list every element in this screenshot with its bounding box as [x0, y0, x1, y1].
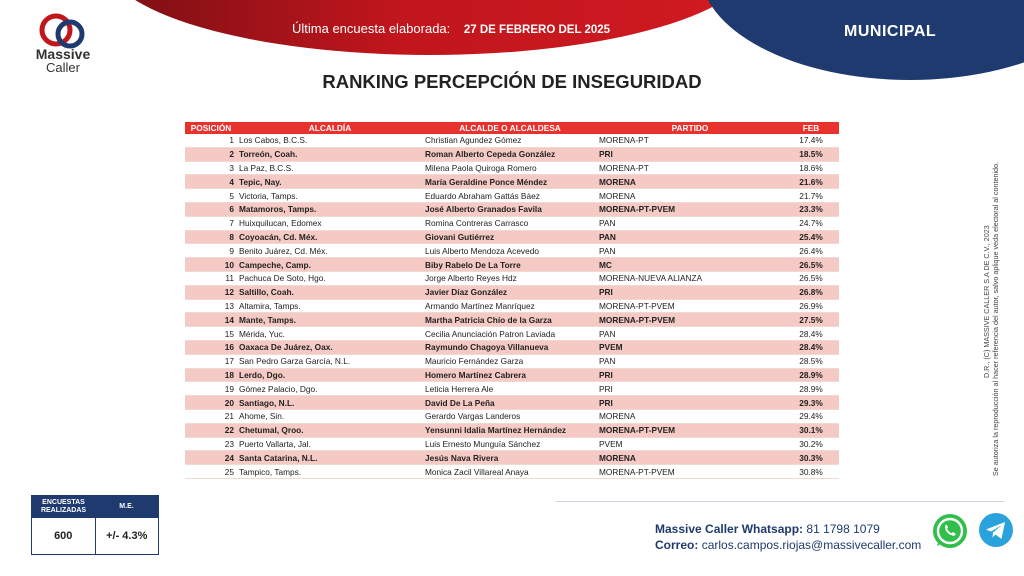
table-header-row [185, 122, 839, 134]
cell-alcaldia: Tampico, Tamps. [239, 466, 302, 477]
table-row [185, 451, 839, 465]
cell-alcalde: Jesús Nava Rivera [423, 451, 597, 465]
footer-divider [556, 501, 1004, 502]
cell-posicion: 18 [185, 368, 237, 382]
table-row [185, 396, 839, 410]
cell-alcalde: Martha Patricia Chío de la Garza [423, 313, 597, 327]
table-row [185, 313, 839, 327]
cell-partido: PRI [597, 285, 783, 299]
cell-feb: 27.5% [783, 313, 839, 327]
copyright-note-svg [982, 118, 1000, 476]
table-row [185, 285, 839, 299]
cell-alcalde: Yensunni Idalia Martínez Hernández [423, 423, 597, 437]
cell-posicion: 11 [225, 273, 234, 284]
cell-alcaldia: Saltillo, Coah. [237, 285, 423, 299]
survey-stats-box [31, 495, 159, 555]
table-row [185, 202, 839, 216]
cell-alcalde: Monica Zacil Villareal Anaya [425, 466, 529, 477]
stats-label-encuestas: ENCUESTAS REALIZADAS [40, 499, 87, 514]
cell-partido: PRI [597, 368, 783, 382]
cell-posicion: 1 [229, 135, 234, 146]
cell-alcalde: Biby Rabelo De La Torre [423, 258, 597, 272]
cell-posicion: 13 [224, 300, 234, 311]
table-row [185, 244, 839, 258]
cell-alcaldia: San Pedro Garza García, N.L. [239, 356, 351, 367]
cell-alcaldia: Pachuca De Soto, Hgo. [239, 273, 326, 284]
whatsapp-number[interactable]: 81 1798 1079 [806, 522, 880, 536]
table-row [185, 327, 839, 341]
cell-feb: 28.9% [799, 383, 823, 394]
col-header-partido: PARTIDO [597, 122, 783, 134]
stats-value-encuestas: 600 [32, 518, 96, 554]
cell-alcaldia: Torreón, Coah. [237, 147, 423, 161]
cell-posicion: 6 [185, 202, 237, 216]
cell-partido: MORENA-PT-PVEM [599, 300, 675, 311]
cell-feb: 21.6% [783, 175, 839, 189]
cell-partido: PAN [599, 218, 616, 229]
cell-partido: PRI [597, 396, 783, 410]
cell-alcaldia: Coyoacán, Cd. Méx. [237, 230, 423, 244]
cell-posicion: 4 [185, 175, 237, 189]
cell-alcalde: Javier Díaz González [423, 285, 597, 299]
logo-line1: Massive [35, 46, 91, 62]
stats-value-me: +/- 4.3% [106, 530, 148, 542]
cell-feb: 26.5% [783, 258, 839, 272]
cell-alcaldia: Matamoros, Tamps. [237, 202, 423, 216]
cell-partido: MORENA-PT [599, 135, 649, 146]
whatsapp-label: Massive Caller Whatsapp: [655, 522, 804, 536]
cell-alcaldia: Puerto Vallarta, Jal. [239, 438, 311, 449]
cell-posicion: 15 [224, 328, 234, 339]
table-row [185, 423, 839, 437]
table-row [185, 437, 839, 451]
cell-partido: MORENA [597, 451, 783, 465]
cell-alcalde: Luis Ernesto Munguía Sánchez [425, 438, 541, 449]
cell-partido: PRI [597, 147, 783, 161]
cell-alcalde: Christian Agundez Gómez [425, 135, 522, 146]
col-header-posicion: POSICIÓN [185, 122, 237, 134]
cell-posicion: 24 [185, 451, 237, 465]
table-row [185, 409, 839, 423]
survey-info [292, 21, 610, 36]
cell-alcaldia: Ahome, Sin. [239, 411, 285, 422]
ranking-table [185, 122, 839, 479]
cell-feb: 28.4% [799, 328, 823, 339]
cell-alcaldia: Los Cabos, B.C.S. [239, 135, 308, 146]
cell-partido: PAN [599, 245, 616, 256]
col-header-alcaldia: ALCALDÍA [237, 122, 423, 134]
scope-label: MUNICIPAL [844, 23, 937, 40]
cell-feb: 28.9% [783, 368, 839, 382]
col-header-feb: FEB [783, 122, 839, 134]
cell-alcalde: Raymundo Chagoya Villanueva [423, 340, 597, 354]
cell-feb: 17.4% [799, 135, 823, 146]
col-header-alcalde: ALCALDE O ALCALDESA [423, 122, 597, 134]
cell-feb: 28.4% [783, 340, 839, 354]
cell-alcalde: José Alberto Granados Favila [423, 202, 597, 216]
cell-feb: 21.7% [799, 190, 823, 201]
email-label: Correo: [655, 538, 699, 552]
cell-partido: MORENA [599, 411, 636, 422]
cell-partido: PVEM [597, 340, 783, 354]
cell-alcaldia: Santa Catarina, N.L. [237, 451, 423, 465]
cell-feb: 26.4% [799, 245, 823, 256]
cell-partido: MORENA-PT-PVEM [597, 423, 783, 437]
table-row [185, 258, 839, 272]
cell-alcalde: Armando Martínez Manríquez [425, 300, 535, 311]
cell-alcaldia: Altamira, Tamps. [239, 300, 301, 311]
table-row [185, 147, 839, 161]
table-row [185, 189, 839, 203]
cell-posicion: 25 [224, 466, 234, 477]
page-title [0, 71, 1024, 93]
cell-partido: MC [597, 258, 783, 272]
cell-partido: PAN [599, 328, 616, 339]
cell-alcaldia: Benito Juárez, Cd. Méx. [239, 245, 328, 256]
cell-alcaldia: Oaxaca De Juárez, Oax. [237, 340, 423, 354]
stats-label-me: M.E. [119, 503, 134, 510]
cell-feb: 29.3% [783, 396, 839, 410]
table-row [185, 134, 839, 147]
cell-partido: PAN [599, 356, 616, 367]
cell-feb: 26.8% [783, 285, 839, 299]
cell-feb: 28.5% [799, 356, 823, 367]
cell-feb: 30.3% [783, 451, 839, 465]
cell-feb: 26.9% [799, 300, 823, 311]
logo-line2: Caller [46, 60, 80, 75]
cell-alcaldia: Victoria, Tamps. [239, 190, 298, 201]
cell-partido: MORENA-PT-PVEM [597, 313, 783, 327]
table-row [185, 465, 839, 479]
cell-posicion: 19 [224, 383, 234, 394]
cell-posicion: 3 [229, 162, 234, 173]
cell-feb: 23.3% [783, 202, 839, 216]
cell-partido: PRI [599, 383, 613, 394]
cell-partido: PVEM [599, 438, 623, 449]
cell-feb: 24.7% [799, 218, 823, 229]
cell-feb: 25.4% [783, 230, 839, 244]
cell-alcaldia: Campeche, Camp. [237, 258, 423, 272]
cell-posicion: 22 [185, 423, 237, 437]
table-row [185, 271, 839, 285]
whatsapp-icon[interactable] [930, 511, 970, 551]
table-row [185, 354, 839, 368]
table-row [185, 368, 839, 382]
cell-posicion: 2 [185, 147, 237, 161]
cell-alcaldia: Mante, Tamps. [237, 313, 423, 327]
cell-posicion: 12 [185, 285, 237, 299]
telegram-icon[interactable] [978, 512, 1014, 548]
survey-date: 27 DE FEBRERO DEL 2025 [463, 24, 611, 36]
cell-posicion: 10 [185, 258, 237, 272]
cell-alcalde: Homero Martínez Cabrera [423, 368, 597, 382]
copyright-note [982, 118, 1000, 476]
cell-alcalde: María Geraldine Ponce Méndez [423, 175, 597, 189]
copyright-line1: D.R., (C) MASSIVE CALLER S.A DE C.V., 2023 [982, 225, 991, 378]
page-title-text: RANKING PERCEPCIÓN DE INSEGURIDAD [322, 71, 702, 92]
cell-alcalde: Cecilia Anunciación Patron Laviada [425, 328, 556, 339]
cell-posicion: 20 [185, 396, 237, 410]
cell-feb: 30.2% [799, 438, 823, 449]
cell-alcaldia: Mérida, Yuc. [239, 328, 285, 339]
cell-posicion: 17 [224, 356, 234, 367]
table-row [185, 382, 839, 396]
cell-alcalde: Giovani Gutiérrez [423, 230, 597, 244]
cell-alcaldia: Santiago, N.L. [237, 396, 423, 410]
cell-alcaldia: Tepic, Nay. [237, 175, 423, 189]
cell-alcalde: Luis Alberto Mendoza Acevedo [425, 245, 539, 256]
cell-posicion: 7 [229, 218, 234, 229]
cell-alcaldia: La Paz, B.C.S. [239, 162, 294, 173]
cell-feb: 30.1% [783, 423, 839, 437]
cell-partido: MORENA [597, 175, 783, 189]
cell-alcaldia: Huixquilucan, Edomex [239, 218, 322, 229]
cell-partido: PAN [597, 230, 783, 244]
table-row [185, 299, 839, 313]
cell-partido: MORENA-PT-PVEM [599, 466, 675, 477]
cell-feb: 26.5% [799, 273, 823, 284]
cell-alcalde: Mauricio Fernández Garza [425, 356, 524, 367]
cell-feb: 18.6% [799, 162, 823, 173]
cell-partido: MORENA-PT-PVEM [597, 202, 783, 216]
cell-posicion: 23 [224, 438, 234, 449]
contact-info [655, 521, 921, 553]
cell-alcalde: Romina Contreras Carrasco [425, 218, 529, 229]
cell-alcaldia: Gómez Palacio, Dgo. [239, 383, 318, 394]
cell-partido: MORENA-PT [599, 162, 649, 173]
cell-posicion: 21 [224, 411, 234, 422]
table-row [185, 175, 839, 189]
cell-alcaldia: Chetumal, Qroo. [237, 423, 423, 437]
cell-alcalde: David De La Peña [423, 396, 597, 410]
table-row [185, 161, 839, 175]
cell-posicion: 14 [185, 313, 237, 327]
table-row [185, 230, 839, 244]
cell-feb: 29.4% [799, 411, 823, 422]
cell-feb: 30.8% [799, 466, 823, 477]
table-row [185, 216, 839, 230]
cell-alcalde: Eduardo Abraham Gattás Báez [425, 190, 540, 201]
cell-feb: 18.5% [783, 147, 839, 161]
cell-posicion: 16 [185, 340, 237, 354]
copyright-line2: Se autoriza la reproducción al hacer referencia del autor, salvo aplique veda electoral al contenido. [991, 161, 1000, 476]
cell-posicion: 9 [229, 245, 234, 256]
cell-alcalde: Leticia Herrera Ale [425, 383, 494, 394]
survey-label: Última encuesta elaborada: [292, 21, 451, 36]
cell-alcalde: Roman Alberto Cepeda González [423, 147, 597, 161]
table-row [185, 340, 839, 354]
cell-alcalde: Gerardo Vargas Landeros [425, 411, 521, 422]
email-link[interactable]: carlos.campos.riojas@massivecaller.com [701, 538, 922, 552]
cell-posicion: 8 [185, 230, 237, 244]
cell-partido: MORENA [599, 190, 636, 201]
cell-alcalde: Milena Paola Quiroga Romero [425, 162, 537, 173]
cell-partido: MORENA-NUEVA ALIANZA [599, 273, 703, 284]
cell-alcaldia: Lerdo, Dgo. [237, 368, 423, 382]
cell-alcalde: Jorge Alberto Reyes Hdz [425, 273, 517, 284]
cell-posicion: 5 [229, 190, 234, 201]
